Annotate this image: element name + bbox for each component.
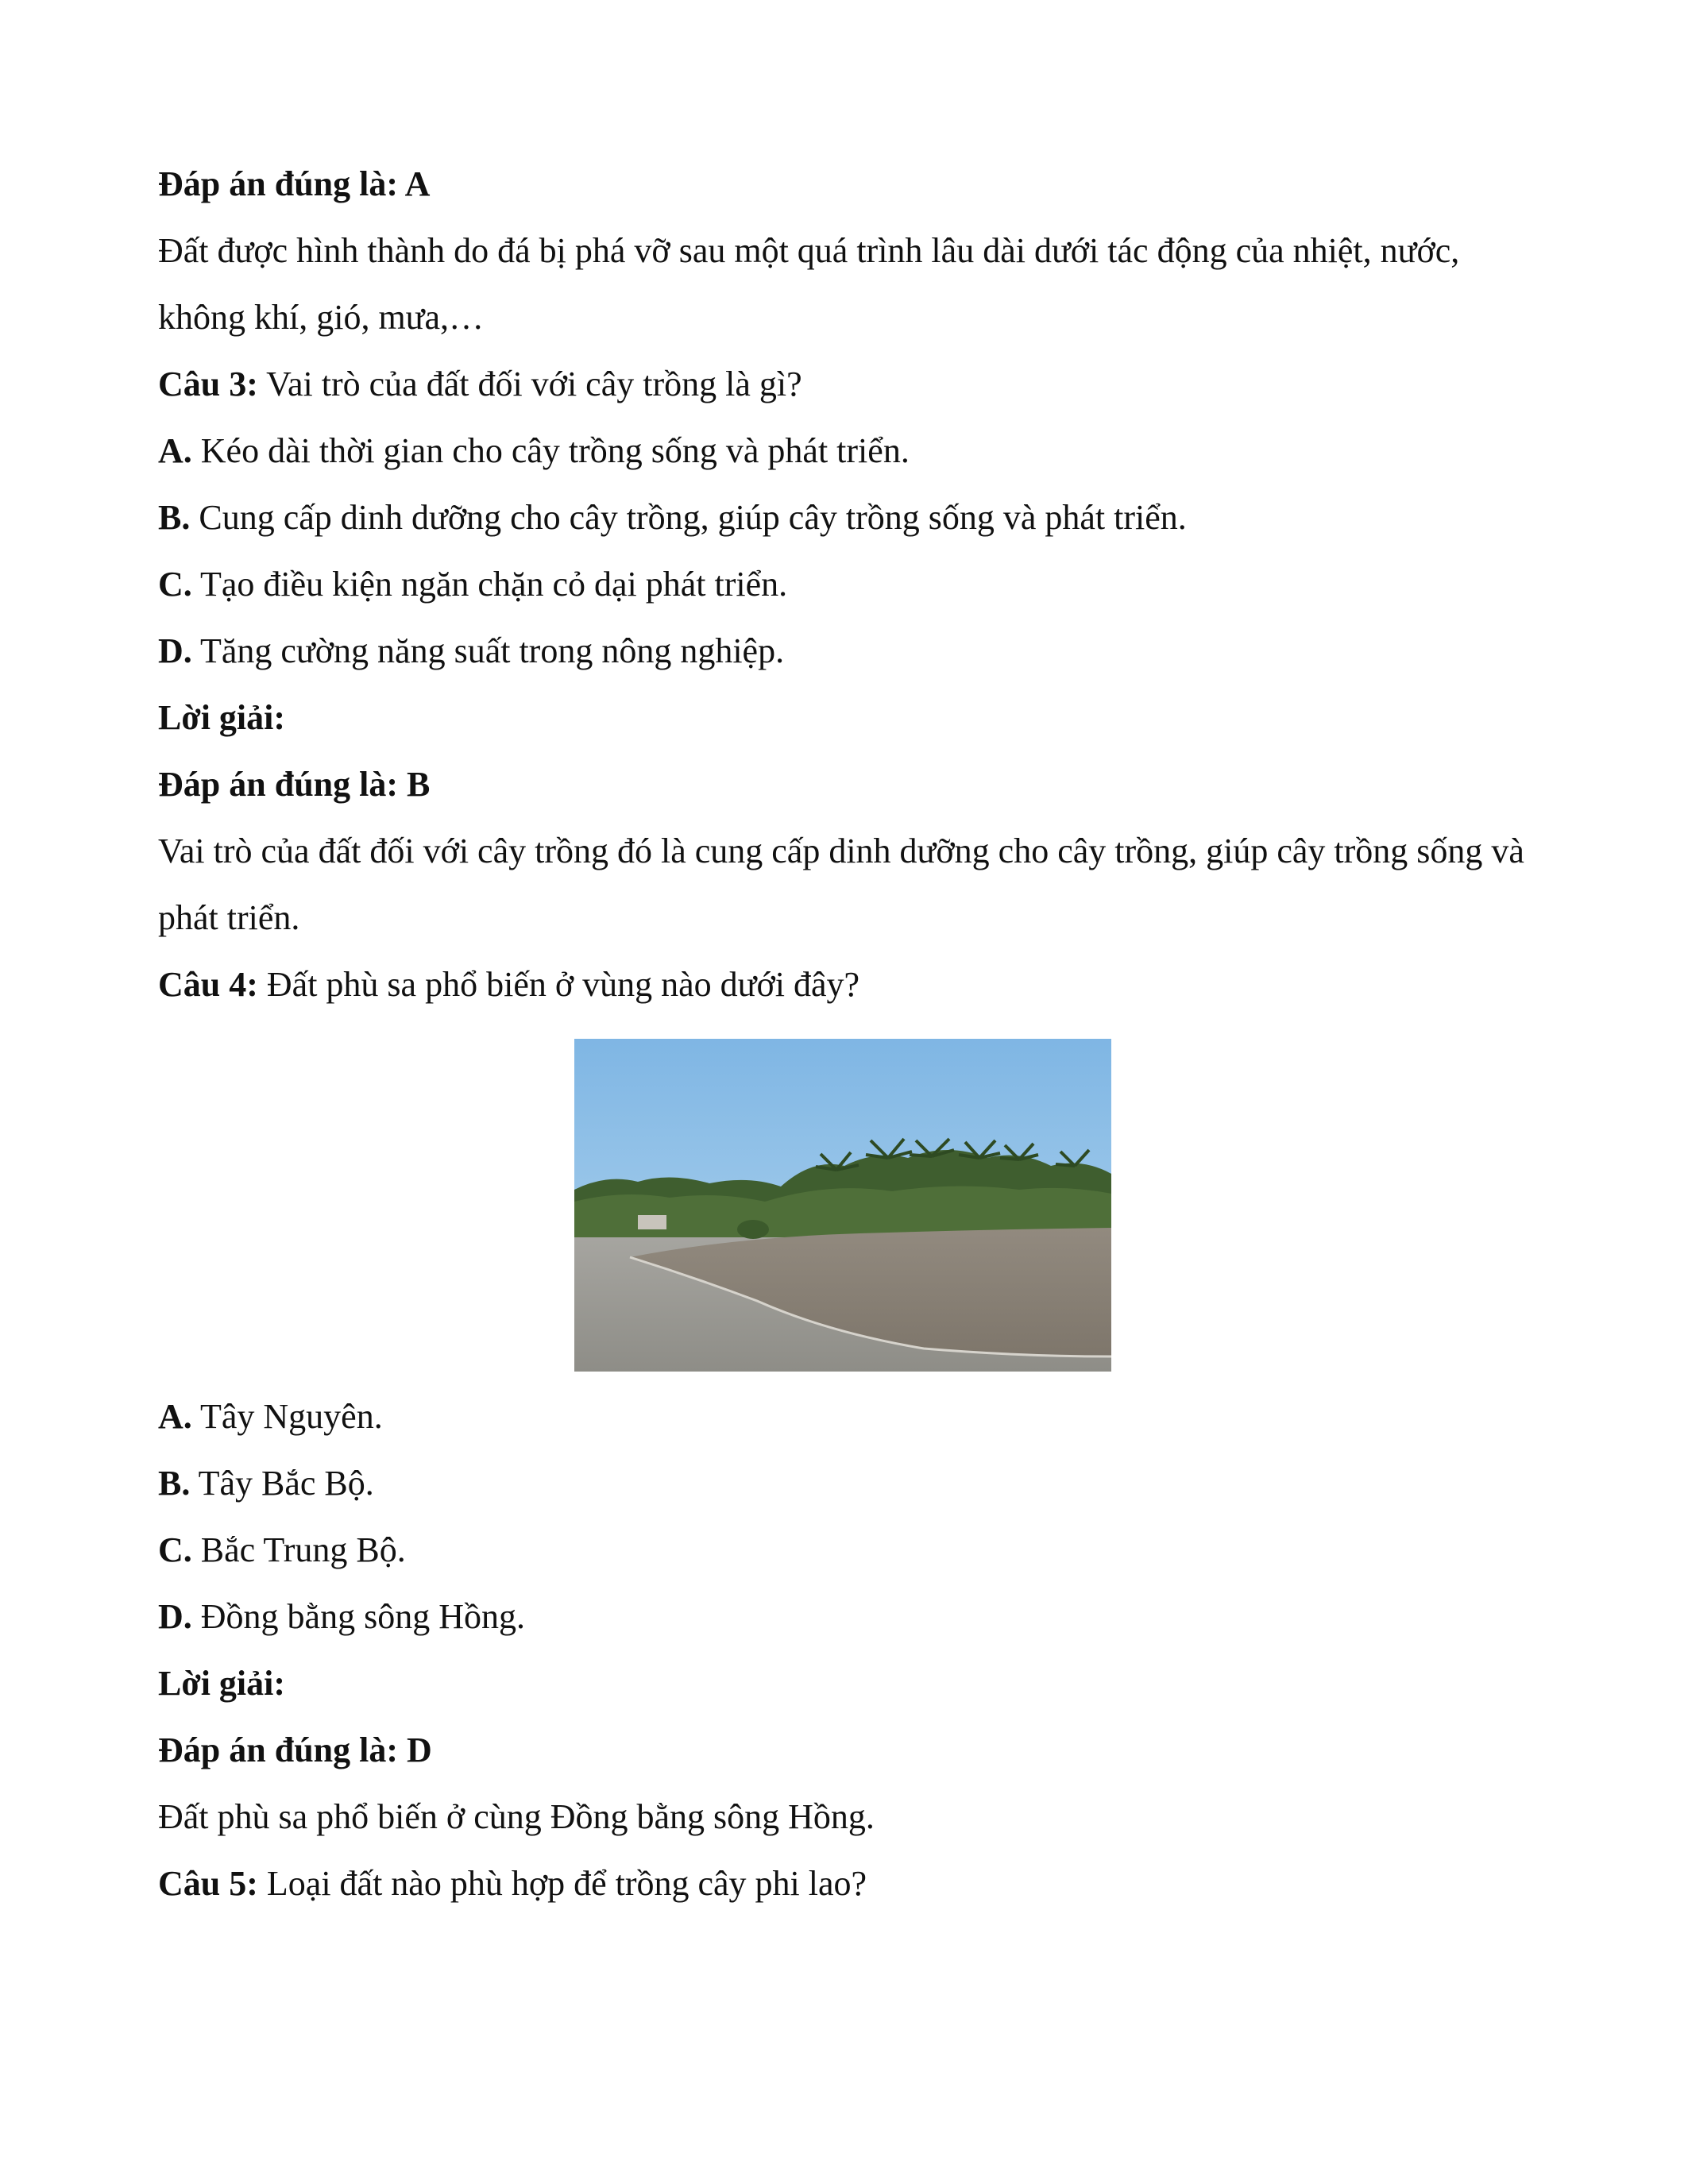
river-delta-illustration [574, 1039, 1111, 1372]
solution-label-q3: Lời giải: [158, 698, 286, 737]
answer-q3: Đáp án đúng là: B [158, 765, 431, 804]
question-5: Câu 5: Loại đất nào phù hợp để trồng cây phi lao? [158, 1864, 867, 1903]
answer-q4: Đáp án đúng là: D [158, 1731, 432, 1769]
question-3: Câu 3: Vai trò của đất đối với cây trồng là gì? [158, 365, 802, 403]
option-q3-d: D. Tăng cường năng suất trong nông nghiệp. [158, 631, 785, 670]
option-q4-a: A. Tây Nguyên. [158, 1397, 383, 1436]
explanation-q3: Vai trò của đất đối với cây trồng đó là cung cấp dinh dưỡng cho cây trồng, giúp cây trồng sống và phát triển. [158, 832, 1524, 937]
document-page [158, 151, 1532, 1917]
river-delta-photo [574, 1039, 1111, 1372]
option-q3-a: A. Kéo dài thời gian cho cây trồng sống và phát triển. [158, 431, 910, 470]
option-q4-c: C. Bắc Trung Bộ. [158, 1530, 406, 1569]
option-q4-d: D. Đồng bằng sông Hồng. [158, 1597, 525, 1636]
explanation-q2: Đất được hình thành do đá bị phá vỡ sau một quá trình lâu dài dưới tác động của nhiệt, nước, không khí, gió, mưa,… [158, 231, 1460, 337]
question-4: Câu 4: Đất phù sa phổ biến ở vùng nào dưới đây? [158, 965, 860, 1004]
option-q4-b: B. Tây Bắc Bộ. [158, 1464, 374, 1503]
option-q3-b: B. Cung cấp dinh dưỡng cho cây trồng, giúp cây trồng sống và phát triển. [158, 498, 1187, 537]
solution-label-q4: Lời giải: [158, 1664, 286, 1703]
option-q3-c: C. Tạo điều kiện ngăn chặn cỏ dại phát triển. [158, 565, 788, 604]
explanation-q4: Đất phù sa phổ biến ở cùng Đồng bằng sông Hồng. [158, 1797, 875, 1836]
answer-q2: Đáp án đúng là: A [158, 164, 431, 203]
figure-container [158, 1018, 1532, 1383]
